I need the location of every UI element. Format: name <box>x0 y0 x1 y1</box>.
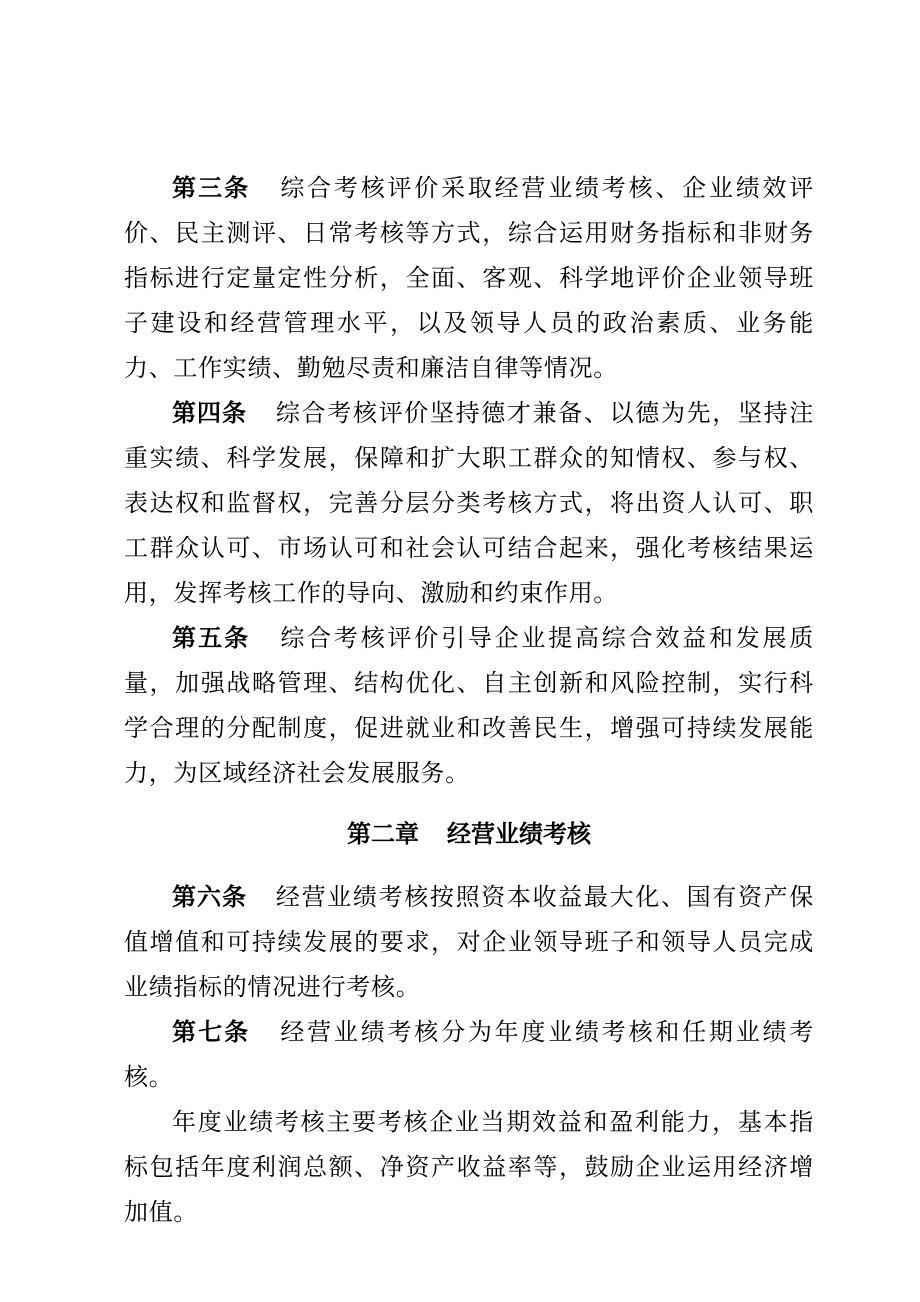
annual-assessment-paragraph: 年度业绩考核主要考核企业当期效益和盈利能力，基本指标包括年度利润总额、净资产收益率等，鼓励企业运用经济增加值。 <box>124 1108 814 1226</box>
article-4-text: 综合考核评价坚持德才兼备、以德为先，坚持注重实绩、科学发展，保障和扩大职工群众的知情权、参与权、表达权和监督权，完善分层分类考核方式，将出资人认可、职工群众认可、市场认可和社会认可结合起来，强化考核结果运用，发挥考核工作的导向、激励和约束作用。 <box>124 399 815 607</box>
article-7-label: 第七条 <box>172 1018 251 1046</box>
article-5-label: 第五条 <box>172 624 251 652</box>
chapter-title: 经营业绩考核 <box>447 820 591 848</box>
article-5-text: 综合考核评价引导企业提高综合效益和发展质量，加强战略管理、结构优化、自主创新和风险控制，实行科学合理的分配制度，促进就业和改善民生，增强可持续发展能力，为区域经济社会发展服务。 <box>124 624 815 787</box>
article-3-text: 综合考核评价采取经营业绩考核、企业绩效评价、民主测评、日常考核等方式，综合运用财务指标和非财务指标进行定量定性分析，全面、客观、科学地评价企业领导班子建设和经营管理水平，以及领导人员的政治素质、业务能力、工作实绩、勤勉尽责和廉洁自律等情况。 <box>124 174 815 382</box>
article-3 <box>124 166 814 391</box>
article-5 <box>124 616 814 796</box>
article-4 <box>124 391 814 616</box>
article-4-label: 第四条 <box>172 399 247 427</box>
article-6-text: 经营业绩考核按照资本收益最大化、国有资产保值增值和可持续发展的要求，对企业领导班子和领导人员完成业绩指标的情况进行考核。 <box>124 883 815 1001</box>
document-body <box>124 166 814 1235</box>
article-7 <box>124 1010 814 1100</box>
article-6 <box>124 875 814 1010</box>
article-7-text: 经营业绩考核分为年度业绩考核和任期业绩考核。 <box>124 1018 815 1091</box>
chapter-number: 第二章 <box>347 820 419 848</box>
chapter-heading <box>124 812 814 857</box>
article-6-label: 第六条 <box>172 883 247 911</box>
article-3-label: 第三条 <box>172 174 251 202</box>
